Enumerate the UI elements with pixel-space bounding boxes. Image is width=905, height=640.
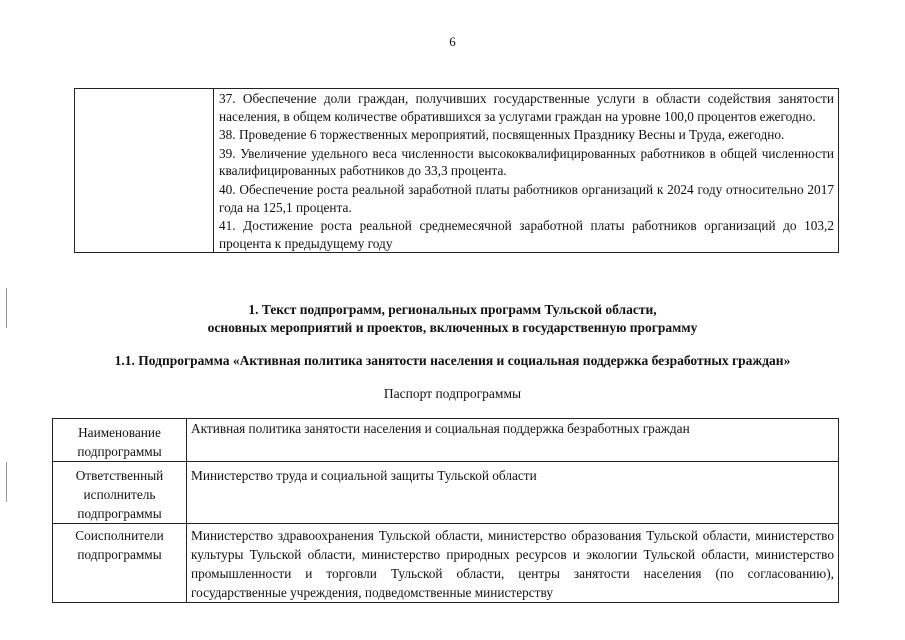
page-number: 6 xyxy=(449,34,456,49)
scan-margin-mark xyxy=(6,462,7,502)
results-empty-cell xyxy=(75,89,214,253)
passport-value: Министерство здравоохранения Тульской области, министерство образования Тульской области, министерство культуры Тульской области, министерство природных ресурсов и экологии Тульской области, министерство промышленности и торговли Тульской области, центры занятости населения (по согласованию), государственные учреждения, подведомственные министерству xyxy=(187,524,839,603)
passport-value: Министерство труда и социальной защиты Тульской области xyxy=(187,462,839,524)
results-row xyxy=(75,89,839,253)
result-item-37: 37. Обеспечение доли граждан, получивших государственные услуги в области содействия занятости населения, в общем количестве обратившихся за услугами граждан на уровне 100,0 процентов ежегодно. xyxy=(219,91,834,124)
passport-label: Наименование подпрограммы xyxy=(53,419,187,462)
result-item-41: 41. Достижение роста реальной среднемесячной заработной платы работников организаций до 103,2 процента к предыдущему году xyxy=(219,218,834,251)
passport-table xyxy=(52,418,839,603)
results-table xyxy=(74,88,839,253)
section-title-line-2: основных мероприятий и проектов, включенных в государственную программу xyxy=(207,320,698,335)
passport-label: Соисполнители подпрограммы xyxy=(53,524,187,603)
results-text-cell xyxy=(214,89,839,253)
result-item-40: 40. Обеспечение роста реальной заработной платы работников организаций к 2024 году относительно 2017 года на 125,1 процента. xyxy=(219,181,834,215)
passport-row-responsible xyxy=(53,462,839,524)
section-title-line-1: 1. Текст подпрограмм, региональных программ Тульской области, xyxy=(248,302,657,317)
result-item-38: 38. Проведение 6 торжественных мероприятий, посвященных Празднику Весны и Труда, ежегодно. xyxy=(219,127,785,143)
subsection-title: 1.1. Подпрограмма «Активная политика занятости населения и социальная поддержка безработных граждан» xyxy=(114,353,791,368)
result-item-39: 39. Увеличение удельного веса численности высококвалифицированных работников в общей численности квалифицированных работников до 33,3 процента. xyxy=(219,145,834,179)
passport-row-coexecutors xyxy=(53,524,839,603)
passport-label: Ответственный исполнитель подпрограммы xyxy=(53,462,187,524)
section-title xyxy=(0,301,905,337)
passport-row-name xyxy=(53,419,839,462)
passport-title: Паспорт подпрограммы xyxy=(383,386,522,401)
passport-value: Активная политика занятости населения и социальная поддержка безработных граждан xyxy=(187,419,839,462)
